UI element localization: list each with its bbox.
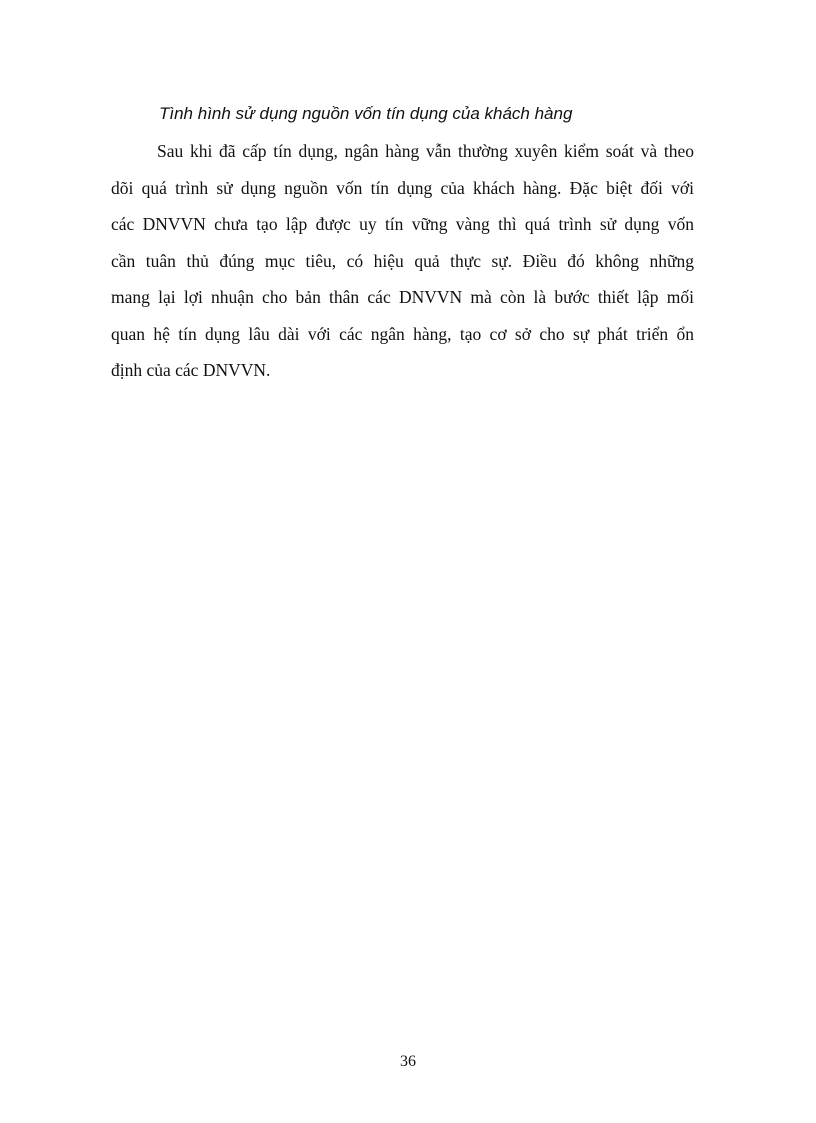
paragraph-line: Sau khi đã cấp tín dụng, ngân hàng vẫn thường xuyên kiểm soát và theo bbox=[157, 141, 694, 161]
page-number: 36 bbox=[400, 1053, 416, 1070]
paragraph-line: mang lại lợi nhuận cho bản thân các DNVVN mà còn là bước thiết lập mối bbox=[111, 287, 694, 307]
paragraph-line: các DNVVN chưa tạo lập được uy tín vững vàng thì quá trình sử dụng vốn bbox=[111, 214, 694, 234]
paragraph-line: dõi quá trình sử dụng nguồn vốn tín dụng của khách hàng. Đặc biệt đối với bbox=[111, 177, 694, 198]
paragraph-line: cần tuân thủ đúng mục tiêu, có hiệu quả thực sự. Điều đó không những bbox=[111, 250, 694, 271]
body-paragraph bbox=[111, 133, 694, 389]
section-heading: Tình hình sử dụng nguồn vốn tín dụng của khách hàng bbox=[159, 104, 573, 123]
paragraph-line: quan hệ tín dụng lâu dài với các ngân hàng, tạo cơ sở cho sự phát triển ổn bbox=[111, 323, 694, 344]
paragraph-line: định của các DNVVN. bbox=[111, 360, 271, 380]
